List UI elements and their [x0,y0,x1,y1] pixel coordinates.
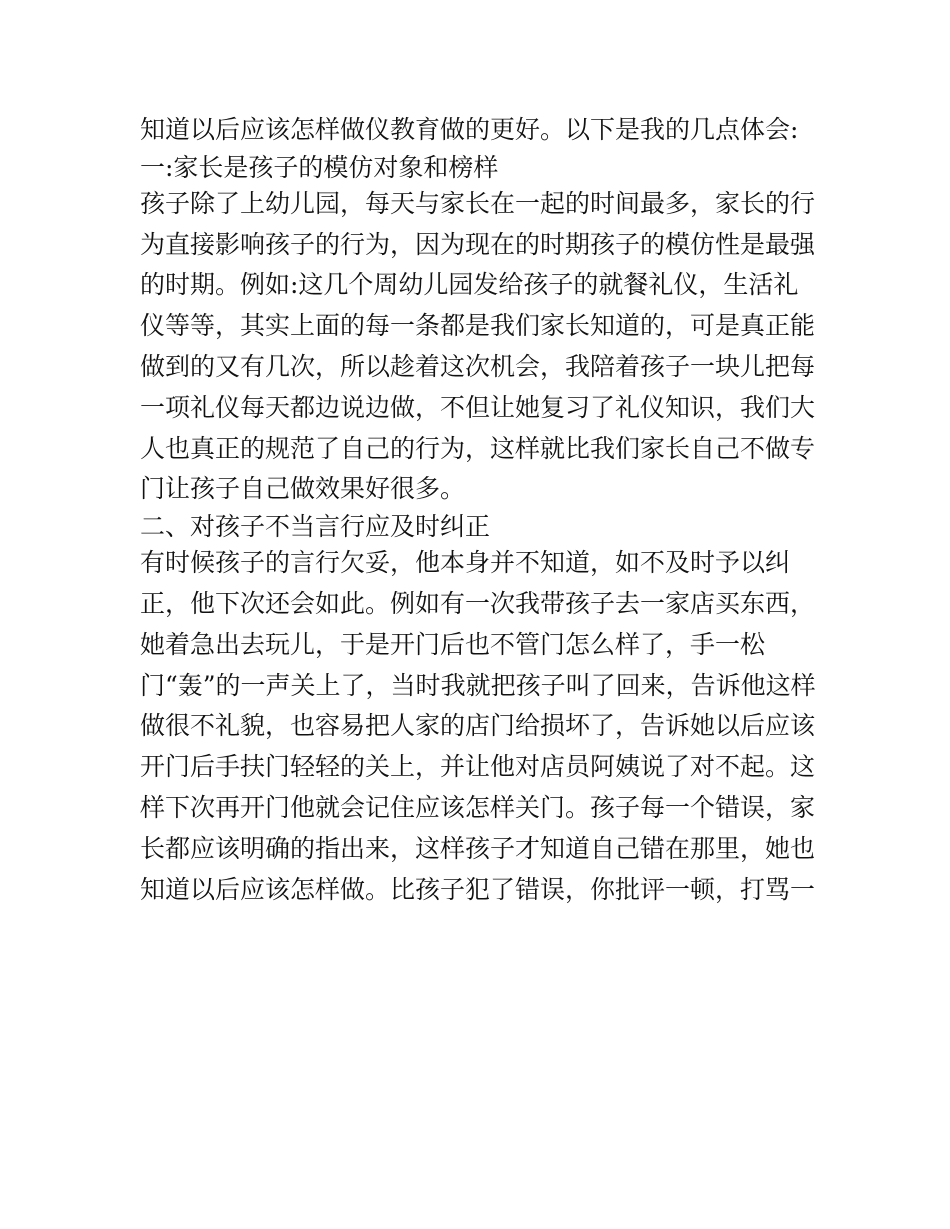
text-line: 做到的又有几次，所以趁着这次机会，我陪着孩子一块儿把每 [140,351,816,381]
text-line: 人也真正的规范了自己的行为，这样就比我们家长自己不做专 [140,433,816,463]
text-line: 孩子除了上幼儿园，每天与家长在一起的时间最多，家长的行 [140,188,816,218]
text-line: 一项礼仪每天都边说边做，不但让她复习了礼仪知识，我们大 [140,392,816,422]
text-line: 知道以后应该怎样做仪教育做的更好。以下是我的几点体会: [140,115,799,144]
text-line: 有时候孩子的言行欠妥，他本身并不知道，如不及时予以纠 [140,548,791,578]
text-line: 知道以后应该怎样做。比孩子犯了错误，你批评一顿，打骂一 [140,874,816,904]
text-line: 仪等等，其实上面的每一条都是我们家长知道的，可是真正能 [140,311,816,341]
text-line: 开门后手扶门轻轻的关上，并让他对店员阿姨说了对不起。这 [140,752,816,782]
text-line: 正，他下次还会如此。例如有一次我带孩子去一家店买东西， [140,588,816,618]
text-line: 她着急出去玩儿，于是开门后也不管门怎么样了，手一松 [140,629,766,659]
section-heading-1: 一:家长是孩子的模仿对象和榜样 [140,152,499,182]
text-line: 长都应该明确的指出来，这样孩子才知道自己错在那里，她也 [140,833,816,863]
section-heading-2: 二、对孩子不当言行应及时纠正 [140,512,491,542]
text-line: 做很不礼貌，也容易把人家的店门给损坏了，告诉她以后应该 [140,711,816,741]
text-line: 的时期。例如:这几个周幼儿园发给孩子的就餐礼仪，生活礼 [140,270,799,300]
text-line: 为直接影响孩子的行为，因为现在的时期孩子的模仿性是最强 [140,229,816,259]
text-line: 门让孩子自己做效果好很多。 [140,474,466,504]
text-line: 样下次再开门他就会记住应该怎样关门。孩子每一个错误，家 [140,792,816,822]
text-line: 门“轰”的一声关上了，当时我就把孩子叫了回来，告诉他这样 [140,670,816,700]
document-body [140,110,820,910]
